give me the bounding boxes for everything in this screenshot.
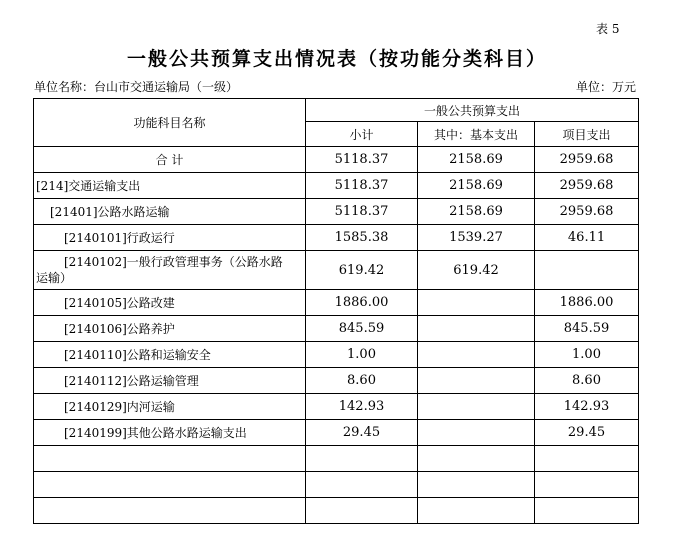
row-basic: 619.42 [418,251,535,290]
row-name: [2140106]公路养护 [34,316,306,342]
row-project [535,251,639,290]
table-row-empty [34,472,639,498]
empty-cell [34,472,306,498]
table-row-empty [34,498,639,524]
row-name: [2140129]内河运输 [34,394,306,420]
table-row [34,290,639,316]
table-row [34,368,639,394]
row-name: 合 计 [34,147,306,173]
row-project: 2959.68 [535,147,639,173]
empty-cell [34,446,306,472]
row-name: [2140101]行政运行 [34,225,306,251]
row-subtotal: 1886.00 [306,290,418,316]
row-name-continuation: 运输） [36,271,73,285]
row-subtotal: 5118.37 [306,199,418,225]
row-name: [2140199]其他公路水路运输支出 [34,420,306,446]
empty-cell [306,446,418,472]
column-header-project: 项目支出 [535,122,639,147]
row-name: [2140102]一般行政管理事务（公路水路 [64,255,283,269]
row-project: 1886.00 [535,290,639,316]
empty-cell [418,446,535,472]
row-subtotal: 5118.37 [306,147,418,173]
row-name-multiline [34,251,306,290]
row-basic [418,290,535,316]
column-header-basic: 其中：基本支出 [418,122,535,147]
row-basic [418,316,535,342]
row-subtotal: 29.45 [306,420,418,446]
empty-cell [418,498,535,524]
page-title: 一般公共预算支出情况表（按功能分类科目） [126,48,547,70]
row-basic: 1539.27 [418,225,535,251]
row-basic [418,368,535,394]
row-subtotal: 5118.37 [306,173,418,199]
column-header-subtotal: 小计 [306,122,418,147]
column-header-name: 功能科目名称 [34,99,306,147]
row-project: 2959.68 [535,173,639,199]
row-basic: 2158.69 [418,173,535,199]
row-subtotal: 1585.38 [306,225,418,251]
empty-cell [418,472,535,498]
budget-table [33,98,639,524]
currency-unit-label: 单位：万元 [576,80,637,94]
table-row [34,199,639,225]
header-row-1 [34,99,639,122]
row-name: [214]交通运输支出 [34,173,306,199]
row-basic [418,394,535,420]
table-row-total [34,147,639,173]
row-project: 46.11 [535,225,639,251]
unit-name-label: 单位名称：台山市交通运输局（一级） [34,80,239,94]
empty-cell [306,472,418,498]
table-row [34,316,639,342]
table-row [34,394,639,420]
row-name: [2140105]公路改建 [34,290,306,316]
row-basic [418,342,535,368]
row-subtotal: 1.00 [306,342,418,368]
empty-cell [535,446,639,472]
table-row-empty [34,446,639,472]
row-subtotal: 142.93 [306,394,418,420]
row-project: 142.93 [535,394,639,420]
table-row [34,420,639,446]
row-name: [21401]公路水路运输 [34,199,306,225]
row-project: 845.59 [535,316,639,342]
row-subtotal: 8.60 [306,368,418,394]
empty-cell [306,498,418,524]
row-name: [2140112]公路运输管理 [34,368,306,394]
row-basic [418,420,535,446]
row-project: 2959.68 [535,199,639,225]
row-subtotal: 619.42 [306,251,418,290]
row-project: 1.00 [535,342,639,368]
row-project: 8.60 [535,368,639,394]
column-header-group: 一般公共预算支出 [306,99,639,122]
row-basic: 2158.69 [418,147,535,173]
table-row [34,342,639,368]
empty-cell [535,472,639,498]
table-row [34,225,639,251]
row-subtotal: 845.59 [306,316,418,342]
table-row [34,173,639,199]
table-row [34,251,639,290]
empty-cell [535,498,639,524]
row-project: 29.45 [535,420,639,446]
row-basic: 2158.69 [418,199,535,225]
row-name: [2140110]公路和运输安全 [34,342,306,368]
empty-cell [34,498,306,524]
table-number: 表 5 [596,22,620,36]
